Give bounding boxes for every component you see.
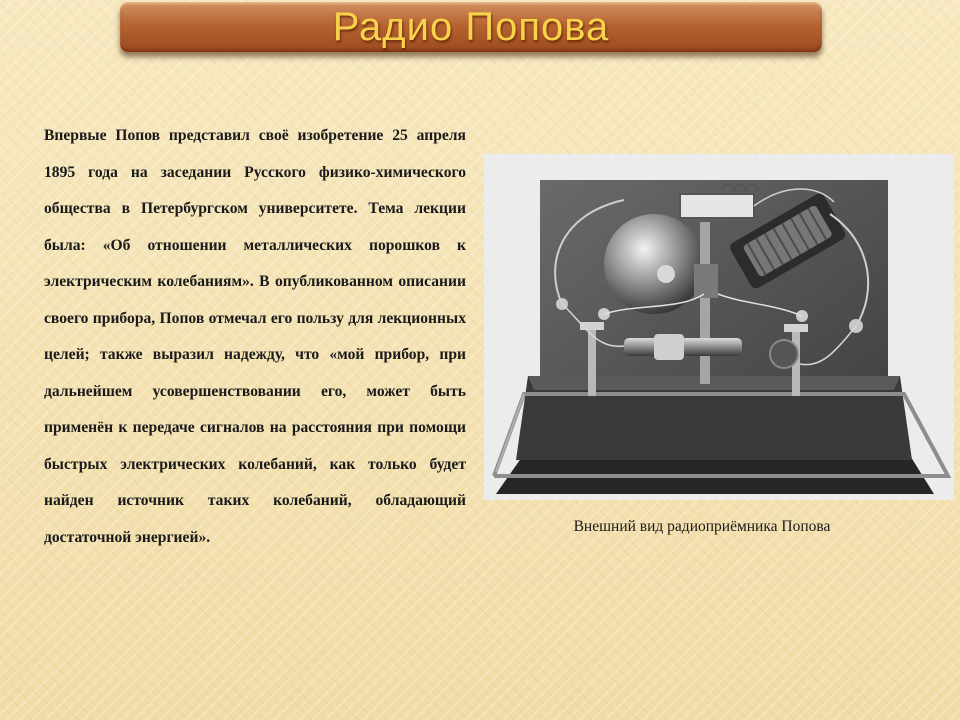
slide-title: Радио Попова bbox=[332, 4, 610, 49]
title-banner bbox=[120, 2, 822, 52]
body-text: Впервые Попов представил своё изобретение 25 апреля 1895 года на заседании Русского физико-химического общества в Петербургском университете. Тема лекции была: «Об отношении металлических порошков к электрическим колебаниям». В опубликованном описании своего прибора, Попов отмечал его пользу для лекционных целей; также выразил надежду, что «мой прибор, при дальнейшем усовершенствовании его, может быть применён к передаче сигналов на расстояния при помощи быстрых электрических колебаний, как только будет найден источник таких колебаний, обладающий достаточной энергией». bbox=[44, 127, 466, 546]
radio-receiver-photo bbox=[484, 154, 954, 500]
photo-caption: Внешний вид радиоприёмника Попова bbox=[573, 518, 831, 535]
